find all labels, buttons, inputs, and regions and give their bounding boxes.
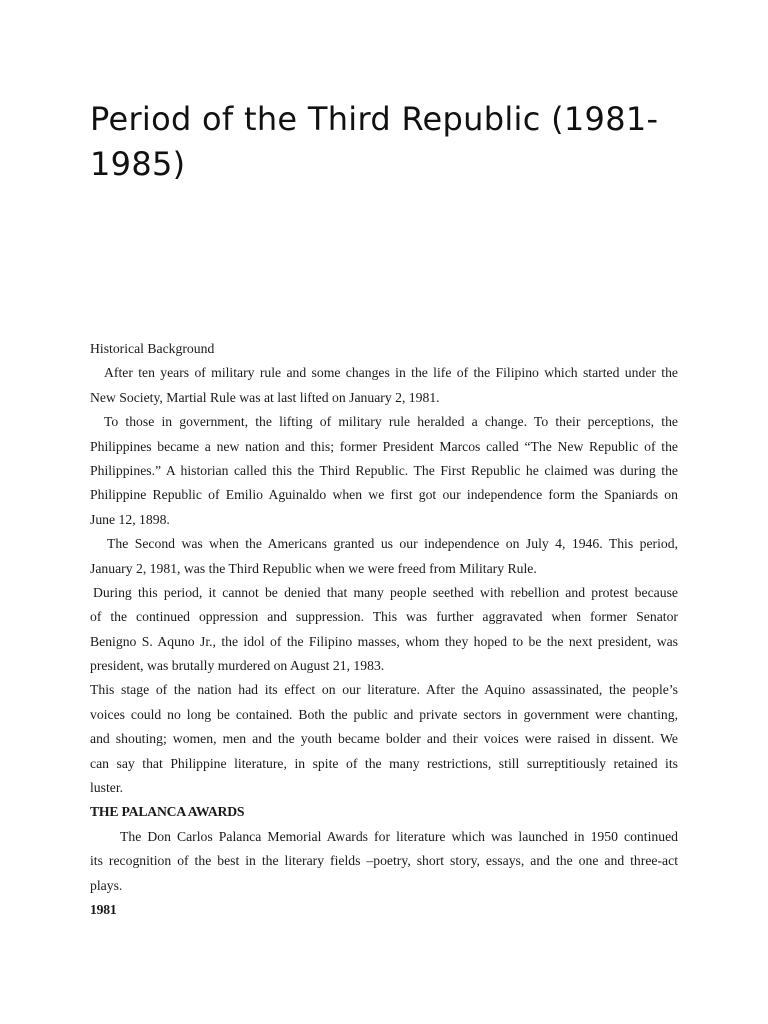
title-line-2: 1985): [90, 145, 186, 183]
section-heading-palanca-awards: THE PALANCA AWARDS: [90, 804, 245, 820]
paragraph-line: The Don Carlos Palanca Memorial Awards for literature which was launched in 1950 continued: [120, 828, 678, 844]
paragraph-line: president, was brutally murdered on August 21, 1983.: [90, 658, 385, 674]
paragraph-line: This stage of the nation had its effect on our literature. After the Aquino assassinated, the people’s: [90, 682, 678, 698]
title-line-1: Period of the Third Republic (1981-: [90, 100, 659, 138]
paragraph-line: January 2, 1981, was the Third Republic when we were freed from Military Rule.: [90, 560, 537, 576]
paragraph-line: its recognition of the best in the literary fields –poetry, short story, essays, and the one and three-act: [90, 853, 678, 869]
paragraph-line: During this period, it cannot be denied that many people seethed with rebellion and protest because: [93, 584, 678, 600]
paragraph-line: Philippines became a new nation and this; former President Marcos called “The New Republic of the: [90, 438, 678, 454]
paragraph-line: The Second was when the Americans granted us our independence on July 4, 1946. This period,: [107, 536, 678, 552]
paragraph-line: Philippine Republic of Emilio Aguinaldo when we first got our independence form the Spaniards on: [90, 487, 678, 503]
paragraph-line: and shouting; women, men and the youth became bolder and their voices were raised in dissent. We: [90, 731, 678, 747]
paragraph-line: voices could no long be contained. Both the public and private sectors in government were chanting,: [90, 706, 678, 722]
paragraph-line: New Society, Martial Rule was at last lifted on January 2, 1981.: [90, 389, 440, 405]
paragraph-line: After ten years of military rule and some changes in the life of the Filipino which started under the: [104, 365, 678, 381]
paragraph-line: June 12, 1898.: [90, 511, 170, 527]
paragraph-line: plays.: [90, 877, 123, 893]
section-heading-historical-background: Historical Background: [90, 341, 215, 356]
year-heading: 1981: [90, 901, 117, 917]
paragraph-line: can say that Philippine literature, in spite of the many restrictions, still surreptitiously retained its: [90, 755, 678, 771]
paragraph-line: Philippines.” A historian called this the Third Republic. The First Republic he claimed was during the: [90, 462, 678, 478]
page-title: [90, 97, 690, 187]
paragraph-line: Benigno S. Aquno Jr., the idol of the Filipino masses, whom they hoped to be the next president, was: [90, 633, 678, 649]
paragraph-line: of the continued oppression and suppression. This was further aggravated when former Senator: [90, 609, 678, 625]
paragraph-line: luster.: [90, 780, 124, 796]
paragraph-line: To those in government, the lifting of military rule heralded a change. To their perceptions, the: [104, 414, 678, 430]
document-body: [90, 337, 678, 922]
